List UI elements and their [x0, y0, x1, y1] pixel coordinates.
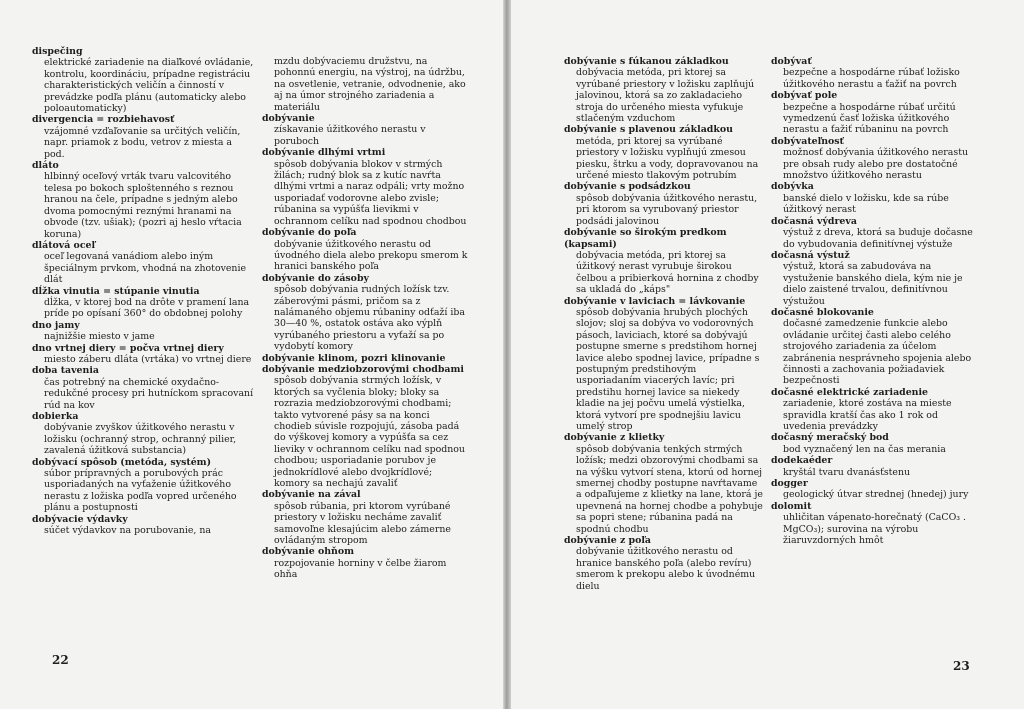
entry-term: dočasná výstuž — [771, 249, 850, 261]
dictionary-entry — [564, 296, 764, 433]
entry-definition: výstuž z dreva, ktorá sa buduje dočasne do vybudovania definitívnej výstuže — [783, 227, 973, 250]
entry-term: dobývacie výdavky — [32, 513, 128, 525]
page-number-right: 23 — [953, 659, 970, 673]
entry-term: dobývanie — [262, 113, 315, 125]
entry-term: dobývať — [771, 56, 812, 67]
dictionary-entry — [262, 113, 470, 147]
entry-term: dodekaéder — [771, 455, 833, 467]
entry-definition: spôsob dobývania hrubých plochých slojov; sloj sa dobýva vo vodorovných pásoch, laviciach, ktoré sa dobývajú postupne smerne s predstihom hornej lavice alebo spodnej lavice, prípadne s postupným predstihovým usporiadaním viacerých lavíc; pri predstihu hornej lavice sa niekedy kladie na jej počvu umelá výstielka, ktorá vytvorí pre spodnejšiu lavicu umelý strop — [576, 306, 760, 432]
dictionary-entry — [32, 114, 254, 160]
entry-definition: súbor prípravných a porubových prác usporiadaných na vyťaženie úžitkového nerastu z ložiska podľa vopred určeného plánu a postupnosti — [44, 468, 237, 514]
entry-definition: spôsob dobývania strmých ložísk, v ktorých sa vyčlenia bloky; bloky sa rozrazia medziobzorovými chodbami; takto vytvorené pásy sa na konci chodieb súvisle rozpojujú, zásoba padá do výškovej komory a vypúšťa sa cez lieviky v ochrannom celíku nad spodnou chodbou; usporiadanie porubov je jednokrídlové alebo dvojkrídlové; komory sa nechajú zavaliť — [274, 375, 465, 490]
entry-term: dobývanie do poľa — [262, 227, 357, 239]
book-gutter — [503, 0, 511, 709]
dictionary-entry — [262, 353, 470, 364]
dictionary-entry — [32, 411, 254, 457]
dictionary-entry — [771, 501, 981, 547]
entry-term: doba tavenia — [32, 365, 99, 377]
entry-term: dobývať pole — [771, 90, 838, 102]
dictionary-entry — [564, 227, 764, 295]
dictionary-entry — [262, 546, 470, 580]
dictionary-entry — [32, 160, 254, 240]
dictionary-entry — [771, 216, 981, 250]
entry-term: dobierka — [32, 411, 79, 422]
entry-term: dobývanie v laviciach = lávkovanie — [564, 295, 746, 307]
entry-definition: zariadenie, ktoré zostáva na mieste spravidla kratší čas ako 1 rok od uvedenia prevádzky — [783, 398, 952, 432]
entry-term: dlátová oceľ — [32, 239, 96, 251]
dictionary-entry — [262, 227, 470, 273]
dictionary-entry — [262, 273, 470, 353]
entry-definition: dobývanie zvyškov úžitkového nerastu v ložisku (ochranný strop, ochranný pilier, zavalená úžitková substancia) — [44, 422, 237, 457]
dictionary-entry — [32, 365, 254, 411]
dictionary-entry — [32, 343, 254, 366]
entry-term: dobývanie s fúkanou základkou — [564, 56, 729, 67]
dictionary-entry — [771, 307, 981, 387]
entry-definition: dĺžka, v ktorej bod na drôte v pramení lana príde po opísaní 360° do obdobnej polohy — [44, 296, 250, 320]
entry-term: dobývanie z poľa — [564, 535, 651, 547]
dictionary-entry — [771, 56, 981, 90]
entry-definition: bod vyznačený len na čas merania — [783, 443, 946, 455]
entry-definition: spôsob dobývania úžitkového nerastu, pri ktorom sa vyrubovaný priestor podsádi jalovinou — [576, 192, 758, 227]
entry-term: dobývka — [771, 181, 814, 193]
entry-term: dočasné elektrické zariadenie — [771, 386, 928, 398]
entry-definition: najnižšie miesto v jame — [44, 331, 155, 343]
dictionary-entry — [32, 320, 254, 343]
dictionary-entry — [32, 240, 254, 286]
left-page-column-2 — [262, 56, 470, 581]
entry-definition: geologický útvar strednej (hnedej) jury — [783, 489, 969, 501]
entry-term: dobývanie do zásoby — [262, 272, 369, 284]
entry-definition: získavanie úžitkového nerastu v poruboch — [274, 124, 426, 147]
dictionary-entry — [32, 457, 254, 514]
entry-definition: spôsob dobývania blokov v strmých žilách; rudný blok sa z kutíc navŕta dlhými vrtmi a naraz odpáli; vrty možno usporiadať vodorovne alebo zvisle; rúbanina sa vypúšťa lievikmi v ochrannom celíku nad spodnou chodbou — [274, 158, 467, 227]
page-number-left: 22 — [52, 653, 69, 667]
entry-definition: rozpojovanie horniny v čelbe žiarom ohňa — [274, 557, 447, 581]
right-page-column-1 — [564, 56, 764, 592]
entry-term: dobývanie s plavenou základkou — [564, 124, 733, 136]
dictionary-entry — [262, 147, 470, 227]
entry-definition: bezpečne a hospodárne rúbať ložisko úžitkového nerastu a ťažiť na povrch — [783, 67, 960, 90]
dictionary-entry — [771, 181, 981, 215]
entry-definition: banské dielo v ložisku, kde sa rúbe úžitkový nerast — [783, 192, 949, 216]
dictionary-entry — [771, 136, 981, 182]
left-page-column-1 — [32, 46, 254, 536]
entry-definition: vzájomné vzďaľovanie sa určitých veličín, napr. priamok z bodu, vetrov z miesta a pod. — [44, 125, 241, 160]
dictionary-entry — [771, 90, 981, 136]
entry-term: dobývanie so širokým predkom (kapsami) — [564, 227, 727, 250]
dictionary-entry — [262, 364, 470, 489]
entry-term: dobývanie klinom, pozri klinovanie — [262, 352, 446, 364]
dictionary-entry — [771, 432, 981, 455]
entry-definition: metóda, pri ktorej sa vyrúbané priestory v ložisku vyplňujú zmesou piesku, štrku a vody, dopravovanou na určené miesto tlakovým potrubím — [576, 135, 759, 182]
entry-term: dogger — [771, 478, 808, 490]
dictionary-entry — [32, 46, 254, 114]
entry-definition: možnosť dobývania úžitkového nerastu pre obsah rudy alebo pre dostatočné množstvo úžitkového nerastu — [783, 147, 968, 182]
entry-term: dobývanie z klietky — [564, 432, 665, 444]
entry-definition: dočasné zamedzenie funkcie alebo ovládanie určitej časti alebo celého strojového zariadenia za účelom zabránenia nesprávneho spojenia alebo činnosti a zachovania požiadaviek bezpečnosti — [783, 318, 972, 387]
entry-definition: dobývacia metóda, pri ktorej sa vyrúbané priestory v ložisku zaplňujú jalovinou, ktorá sa zo zakladacieho stroja do určeného miesta vyfukuje stlačeným vzduchom — [576, 67, 755, 125]
entry-definition: výstuž, ktorá sa zabudováva na vystuženie banského diela, kým nie je dielo zaistené trvalou, definitívnou výstužou — [783, 261, 963, 307]
entry-term: dočasné blokovanie — [771, 306, 874, 318]
entry-term: dobývanie dlhými vrtmi — [262, 147, 386, 159]
dictionary-entry — [262, 489, 470, 546]
entry-definition: mzdu dobývaciemu družstvu, na pohonnú energiu, na výstroj, na údržbu, na osvetlenie, vetranie, odvodnenie, ako aj na úmor strojného zariadenia a materiálu — [274, 56, 466, 113]
entry-term: divergencia = rozbiehavosť — [32, 114, 175, 126]
entry-term: dláto — [32, 160, 59, 172]
entry-term: dobývanie ohňom — [262, 546, 354, 558]
entry-term: dĺžka vinutia = stúpanie vinutia — [32, 285, 200, 297]
entry-definition: súčet výdavkov na porubovanie, na — [44, 525, 211, 537]
entry-term: dno vrtnej diery = počva vrtnej diery — [32, 342, 224, 354]
entry-definition: hlbinný oceľový vrták tvaru valcovitého telesa po bokoch sploštenného s reznou hranou na čele, prípadne s jedným alebo dvoma pomocnými reznými hranami na obvode (tzv. ušiak); (pozri aj heslo vŕtacia koruna) — [44, 171, 242, 240]
entry-term: dobývací spôsob (metóda, systém) — [32, 456, 212, 468]
dictionary-entry — [564, 181, 764, 227]
entry-definition: dobývacia metóda, pri ktorej sa úžitkový nerast vyrubuje širokou čelbou a pribierková hornina z chodby sa ukladá do „káps" — [576, 249, 759, 296]
entry-definition: spôsob dobývania rudných ložísk tzv. záberovými pásmi, pričom sa z nalámaného objemu rúbaniny odťaží iba 30—40 %, ostatok ostáva ako výplň vyrúbaného priestoru a vyťaží sa po vydobytí komory — [274, 284, 465, 353]
dictionary-entry — [32, 286, 254, 320]
entry-term: dobývanie s podsádzkou — [564, 181, 691, 193]
dictionary-entry — [771, 478, 981, 501]
dictionary-entry — [262, 56, 470, 113]
dictionary-entry — [564, 56, 764, 124]
entry-definition: dobývanie úžitkového nerastu od úvodného diela alebo prekopu smerom k hranici banského poľa — [274, 238, 468, 273]
entry-definition: elektrické zariadenie na diaľkové ovládanie, kontrolu, koordináciu, prípadne registráciu charakteristických veličín a činností v prevádzke podľa plánu (automaticky alebo poloautomaticky) — [44, 57, 254, 115]
entry-definition: oceľ legovaná vanádiom alebo iným špeciálnym prvkom, vhodná na zhotovenie dlát — [44, 251, 247, 286]
entry-term: dočasná výdreva — [771, 215, 857, 227]
entry-definition: spôsob dobývania tenkých strmých ložísk; medzi obzorovými chodbami sa na výšku vytvorí stena, ktorú od hornej smernej chodby postupne navŕtavame a odpaľujeme z klietky na lane, ktorá je upevnená na hornej chodbe a pohybuje sa popri stene; rúbanina padá na spodnú chodbu — [576, 443, 763, 535]
entry-definition: uhličitan vápenato-horečnatý (CaCO₃ . MgCO₃); surovina na výrobu žiaruvzdorných hmôt — [783, 512, 966, 547]
entry-term: dočasný meračský bod — [771, 432, 889, 444]
entry-definition: dobývanie úžitkového nerastu od hranice banského poľa (alebo revíru) smerom k prekopu alebo k úvodnému dielu — [576, 546, 756, 592]
entry-definition: čas potrebný na chemické oxydačno-redukčné procesy pri hutníckom spracovaní rúd na kov — [44, 376, 254, 411]
entry-definition: kryštál tvaru dvanásťstenu — [783, 466, 911, 478]
entry-term: dobývateľnosť — [771, 135, 844, 147]
dictionary-entry — [564, 535, 764, 592]
entry-definition: miesto záberu dláta (vrtáka) vo vrtnej diere — [44, 353, 252, 365]
dictionary-entry — [771, 455, 981, 478]
entry-definition: bezpečne a hospodárne rúbať určitú vymedzenú časť ložiska úžitkového nerastu a ťažiť rúbaninu na povrch — [783, 101, 956, 136]
dictionary-entry — [771, 387, 981, 433]
entry-term: dolomit — [771, 500, 812, 512]
entry-term: dobývanie medziobzorovými chodbami — [262, 363, 464, 375]
dictionary-entry — [771, 250, 981, 307]
entry-term: dispečing — [32, 46, 83, 57]
entry-term: dobývanie na zával — [262, 489, 361, 501]
dictionary-entry — [32, 514, 254, 537]
entry-term: dno jamy — [32, 319, 80, 331]
dictionary-entry — [564, 124, 764, 181]
right-page-column-2 — [771, 56, 981, 546]
dictionary-entry — [564, 432, 764, 535]
entry-definition: spôsob rúbania, pri ktorom vyrúbané priestory v ložisku necháme zavaliť samovoľne klesajúcim alebo zámerne ovládaným stropom — [274, 500, 451, 547]
